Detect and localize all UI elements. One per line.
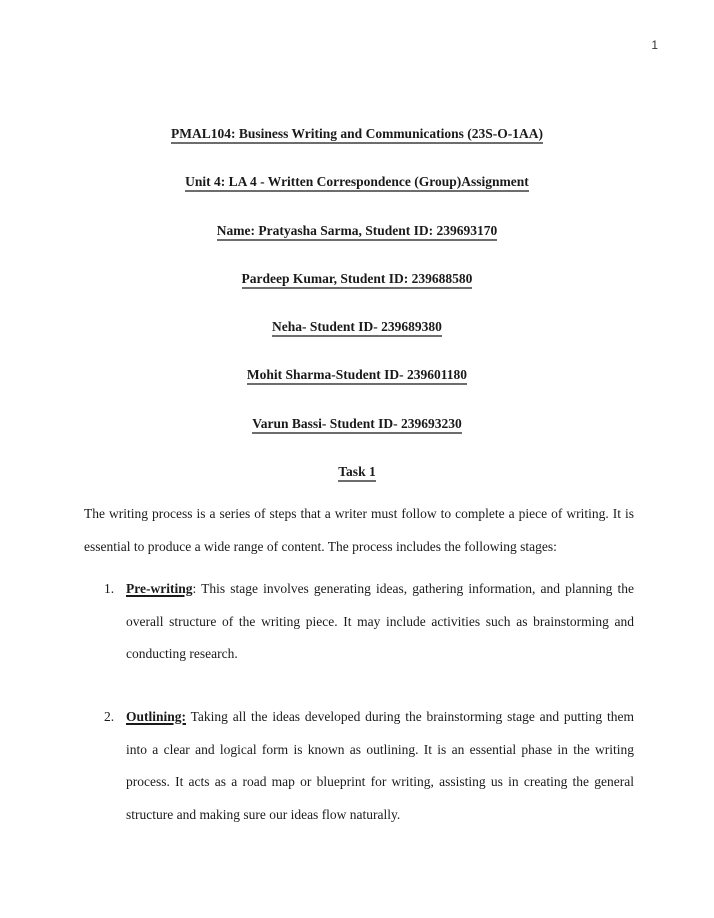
student-name-3: [0, 317, 714, 365]
student-name-2: [0, 269, 714, 317]
list-number: 2.: [104, 709, 115, 724]
student-name-2-text: Pardeep Kumar, Student ID: 239688580: [242, 271, 473, 289]
student-name-3-text: Neha- Student ID- 239689380: [272, 319, 442, 337]
student-name-1-text: Name: Pratyasha Sarma, Student ID: 239693170: [217, 223, 498, 241]
list-text: : This stage involves generating ideas, gathering information, and planning the overall structure of the writing piece. It may include activities such as brainstorming and conducting research.: [126, 581, 634, 661]
list-item-outlining: [104, 701, 634, 831]
student-name-4-text: Mohit Sharma-Student ID- 239601180: [247, 367, 467, 385]
intro-paragraph: The writing process is a series of steps that a writer must follow to complete a piece of writing. It is essential to produce a wide range of content. The process includes the following stages:: [84, 506, 634, 554]
page-number: 1: [651, 38, 658, 52]
course-title: [0, 124, 714, 172]
list-term: Pre-writing: [126, 581, 193, 596]
list-item-content: [126, 573, 634, 671]
list-item-pre-writing: [104, 573, 634, 671]
student-name-5-text: Varun Bassi- Student ID- 239693230: [252, 416, 462, 434]
assignment-title-text: Unit 4: LA 4 - Written Correspondence (Group)Assignment: [185, 174, 529, 192]
course-title-text: PMAL104: Business Writing and Communications (23S-O-1AA): [171, 126, 543, 144]
list-number: 1.: [104, 581, 115, 596]
task-heading-text: Task 1: [338, 464, 375, 482]
list-text: Taking all the ideas developed during the brainstorming stage and putting them into a clear and logical form is known as outlining. It is an essential phase in the writing process. It acts as a road map or blueprint for writing, assisting us in creating the general structure and making sure our ideas flow naturally.: [126, 709, 634, 822]
list-item-content: [126, 701, 634, 831]
student-name-4: [0, 365, 714, 413]
assignment-title: [0, 172, 714, 220]
title-block: [0, 124, 714, 510]
student-name-1: [0, 221, 714, 269]
student-name-5: [0, 414, 714, 462]
list-term: Outlining:: [126, 709, 187, 724]
